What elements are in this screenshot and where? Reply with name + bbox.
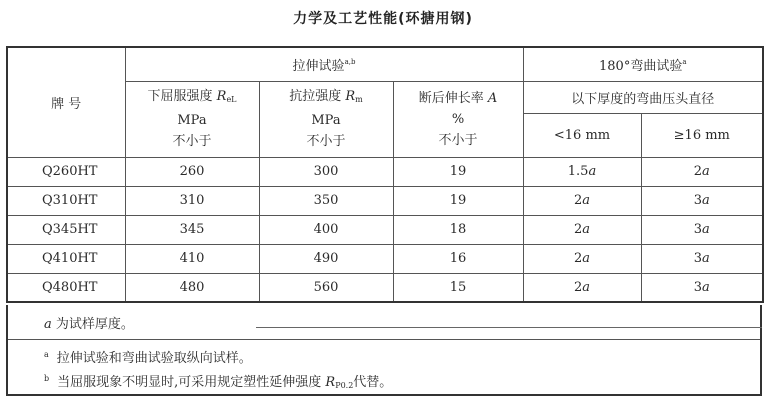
thickness-ge16-header: ≥16 mm	[641, 113, 763, 157]
table-notes	[6, 305, 762, 396]
properties-table	[6, 46, 764, 303]
tensile-strength-header: 抗拉强度 $R_m$ MPa 不小于	[259, 81, 393, 157]
elongation-header: 断后伸长率 A % 不小于	[393, 81, 523, 157]
bend-diameter-header: 以下厚度的弯曲压头直径	[523, 81, 763, 113]
yield-strength-header: 下屈服强度 $R_{eL}$ MPa 不小于	[125, 81, 259, 157]
grade-header: 牌 号	[7, 47, 125, 157]
page-title: 力学及工艺性能(环搪用钢)	[293, 11, 473, 27]
table-row: Q480HT 480 560 15 2a 3a	[7, 273, 763, 302]
thickness-lt16-header: <16 mm	[523, 113, 641, 157]
note-thickness: a 为试样厚度。	[44, 317, 134, 332]
stray-line	[256, 327, 762, 328]
tensile-test-header: 拉伸试验$^{a,b}$	[125, 47, 523, 81]
table-row: Q260HT 260 300 19 1.5a 2a	[7, 157, 763, 186]
footnote-a: $^a$ 拉伸试验和弯曲试验取纵向试样。	[44, 350, 252, 366]
footnote-b: $^b$ 当屈服现象不明显时,可采用规定塑性延伸强度 $R_{P0.2}$代替。	[44, 374, 393, 390]
note-divider	[8, 339, 760, 340]
table-row: Q345HT 345 400 18 2a 3a	[7, 215, 763, 244]
bend-test-header: 180°弯曲试验$^a$	[523, 47, 763, 81]
table-row: Q310HT 310 350 19 2a 3a	[7, 186, 763, 215]
table-row: Q410HT 410 490 16 2a 3a	[7, 244, 763, 273]
